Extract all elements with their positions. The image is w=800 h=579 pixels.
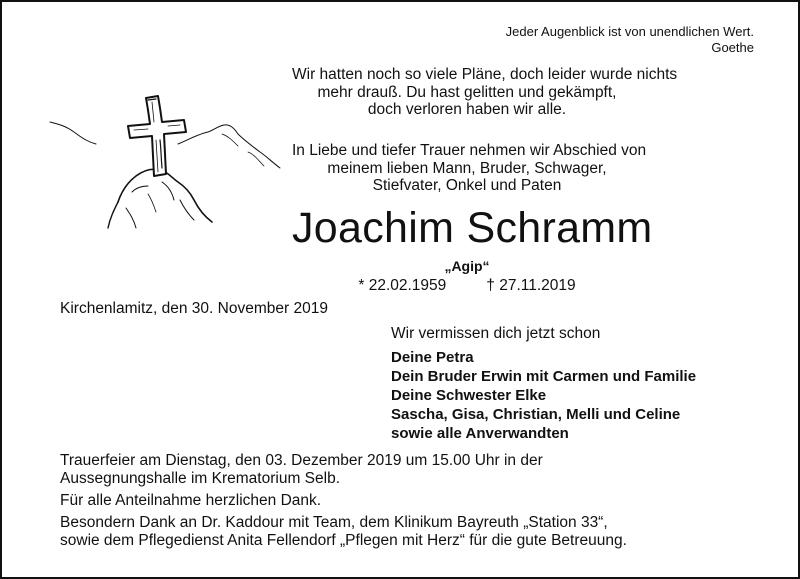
poem-line: doch verloren haben wir alle. bbox=[367, 101, 567, 118]
poem bbox=[292, 66, 678, 119]
mourner: Dein Bruder Erwin mit Carmen und Familie bbox=[391, 368, 697, 385]
deceased-name: Joachim Schramm bbox=[292, 204, 653, 252]
life-dates bbox=[292, 277, 642, 295]
mourner: sowie alle Anverwandten bbox=[391, 425, 569, 442]
mourner: Sascha, Gisa, Christian, Melli und Celine bbox=[391, 406, 681, 423]
mourner: Deine Schwester Elke bbox=[391, 387, 547, 404]
poem-line: Wir hatten noch so viele Pläne, doch leider wurde nichts bbox=[292, 66, 678, 83]
farewell-intro bbox=[292, 142, 647, 195]
mourner: Deine Petra bbox=[391, 349, 474, 366]
place-and-date: Kirchenlamitz, den 30. November 2019 bbox=[60, 300, 328, 317]
ceremony-line: Trauerfeier am Dienstag, den 03. Dezember 2019 um 15.00 Uhr in der bbox=[60, 452, 543, 469]
deceased-nickname: „Agip“ bbox=[444, 258, 490, 274]
miss-you-text: Wir vermissen dich jetzt schon bbox=[391, 325, 601, 342]
death-date: † 27.11.2019 bbox=[486, 277, 576, 294]
mourners-list bbox=[391, 348, 696, 443]
special-thanks-line: sowie dem Pflegedienst Anita Fellendorf „Pflegen mit Herz“ für die gute Betreuung. bbox=[60, 532, 627, 549]
ceremony-and-thanks bbox=[60, 452, 627, 550]
intro-line: In Liebe und tiefer Trauer nehmen wir Abschied von bbox=[292, 142, 647, 159]
thanks-line: Für alle Anteilnahme herzlichen Dank. bbox=[60, 492, 322, 509]
goethe-quote bbox=[506, 24, 754, 56]
birth-date: * 22.02.1959 bbox=[358, 277, 447, 294]
intro-line: Stiefvater, Onkel und Paten bbox=[372, 177, 562, 194]
quote-text: Jeder Augenblick ist von unendlichen Wert. bbox=[505, 24, 754, 39]
summit-cross-illustration bbox=[48, 82, 288, 232]
special-thanks-line: Besondern Dank an Dr. Kaddour mit Team, dem Klinikum Bayreuth „Station 33“, bbox=[60, 514, 608, 531]
quote-author: Goethe bbox=[711, 40, 754, 55]
poem-line: mehr drauß. Du hast gelitten und gekämpft, bbox=[317, 83, 617, 101]
ceremony-line: Aussegnungshalle im Krematorium Selb. bbox=[60, 470, 340, 487]
intro-line: meinem lieben Mann, Bruder, Schwager, bbox=[327, 159, 607, 177]
